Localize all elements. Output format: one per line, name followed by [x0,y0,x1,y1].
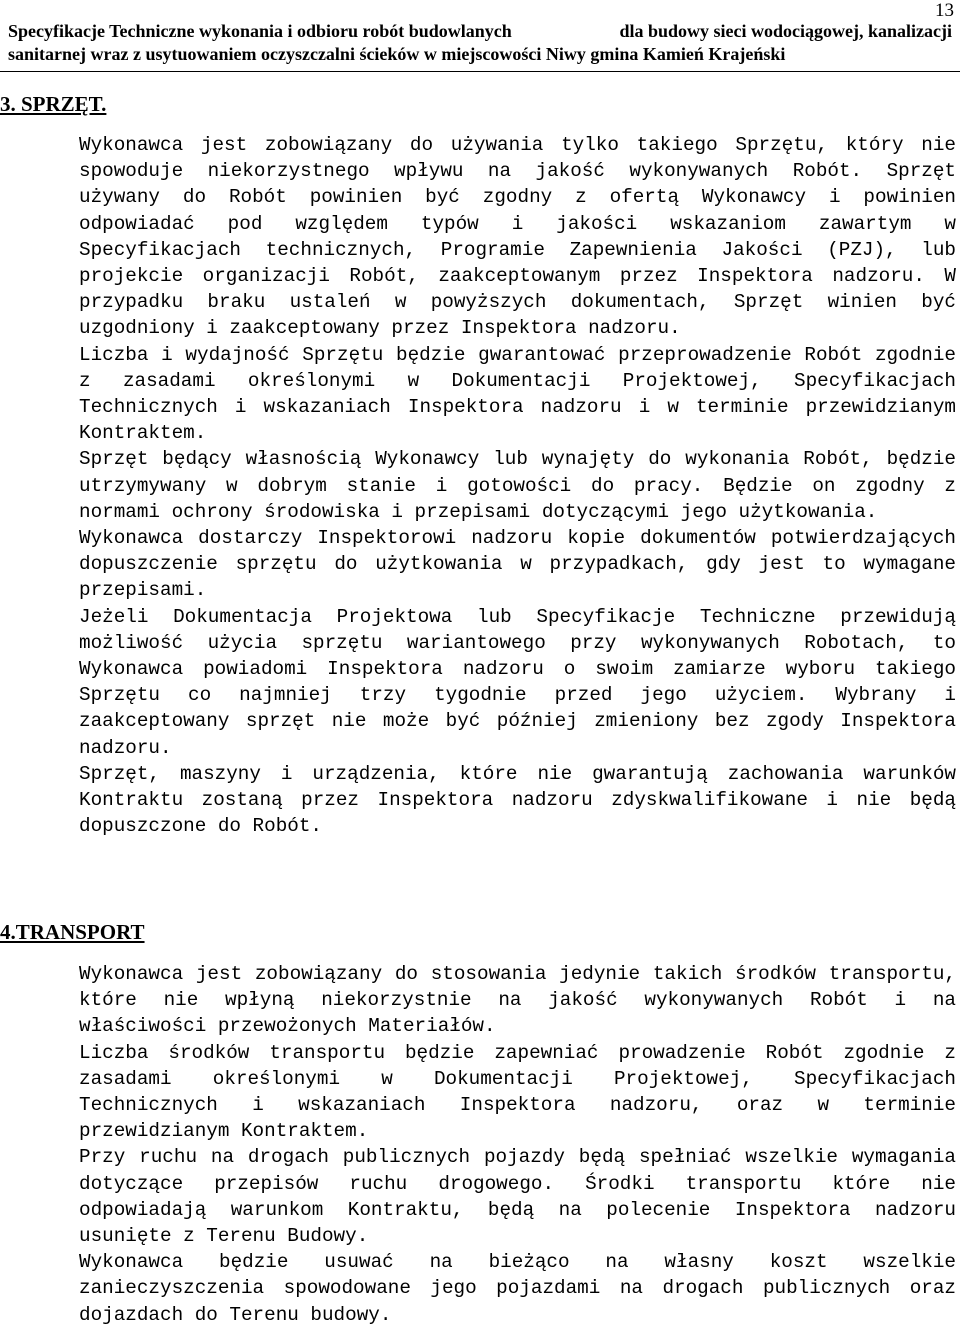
paragraph: Wykonawca dostarczy Inspektorowi nadzoru kopie dokumentów potwierdzających dopuszczenie sprzętu do użytkowania w przypadkach, gdy jest to wymagane przepisami. [79,527,956,602]
paragraph: Wykonawca jest zobowiązany do stosowania jedynie takich środków transportu, które nie wpłyną niekorzystnie na jakość wykonywanych Robót i na właściwości przewożonych Materiałów. [79,963,956,1038]
paragraph: Wykonawca będzie usuwać na bieżąco na własny koszt wszelkie zanieczyszczenia spowodowane jego pojazdami na drogach publicznych oraz dojazdach do Terenu budowy. [79,1251,956,1326]
document-header [0,20,960,66]
section-body-sprzet [79,132,956,839]
paragraph: Liczba środków transportu będzie zapewniać prowadzenie Robót zgodnie z zasadami określonymi w Dokumentacji Projektowej, Specyfikacjach Technicznych i wskazaniach Inspektora nadzoru, oraz w terminie przewidzianym Kontraktem. [79,1041,956,1143]
paragraph: Sprzęt, maszyny i urządzenia, które nie gwarantują zachowania warunków Kontraktu zostaną przez Inspektora nadzoru zdyskwalifikowane i nie będą dopuszczone do Robót. [79,762,956,838]
paragraph: Jeżeli Dokumentacja Projektowa lub Specyfikacje Techniczne przewidują możliwość użycia sprzętu wariantowego przy wykonywanych Robotach, to Wykonawca powiadomi Inspektora nadzoru o swoim zamiarze wyboru takiego Sprzętu co najmniej trzy tygodnie przed jego użyciem. Wybrany i zaakceptowany sprzęt nie może być później zmieniony bez zgody Inspektora nadzoru. [79,605,956,759]
header-title-left: Specyfikacje Techniczne wykonania i odbioru robót budowlanych [8,21,512,41]
paragraph: Liczba i wydajność Sprzętu będzie gwarantować przeprowadzenie Robót zgodnie z zasadami określonymi w Dokumentacji Projektowej, Specyfikacjach Technicznych i wskazaniach Inspektora nadzoru i w terminie przewidzianym Kontraktem. [79,343,956,445]
section-title-sprzet: 3. SPRZĘT. [0,92,107,116]
page-number: 13 [935,0,954,21]
header-title-right: dla budowy sieci wodociągowej, kanalizacji [619,21,952,41]
paragraph: Przy ruchu na drogach publicznych pojazdy będą spełniać wszelkie wymagania dotyczące przepisów ruchu drogowego. Środki transportu które nie odpowiadają warunkom Kontraktu, będą na polecenie Inspektora nadzoru usunięte z Terenu Budowy. [79,1146,956,1248]
paragraph: Wykonawca jest zobowiązany do używania tylko takiego Sprzętu, który nie spowoduje niekorzystnego wpływu na jakość wykonywanych Robót. Sprzęt używany do Robót powinien być zgodny z ofertą Wykonawcy i powinien odpowiadać pod względem typów i jakości wskazaniom zawartym w Specyfikacjach technicznych, Programie Zapewnienia Jakości (PZJ), lub projekcie organizacji Robót, zaakceptowanym przez Inspektora nadzoru. W przypadku braku ustaleń w powyższych dokumentach, Sprzęt winien być uzgodniony i zaakceptowany przez Inspektora nadzoru. [79,134,956,340]
section-body-transport [79,961,956,1328]
paragraph: Sprzęt będący własnością Wykonawcy lub wynajęty do wykonania Robót, będzie utrzymywany w dobrym stanie i gotowości do pracy. Będzie on zgodny z normami ochrony środowiska i przepisami dotyczącymi jego użytkowania. [79,448,956,523]
section-title-transport: 4.TRANSPORT [0,920,145,944]
header-line-1 [0,20,960,43]
header-line-2: sanitarnej wraz z usytuowaniem oczyszczalni ścieków w miejscowości Niwy gmina Kamień Krajeński [8,44,786,64]
header-divider [0,71,960,72]
